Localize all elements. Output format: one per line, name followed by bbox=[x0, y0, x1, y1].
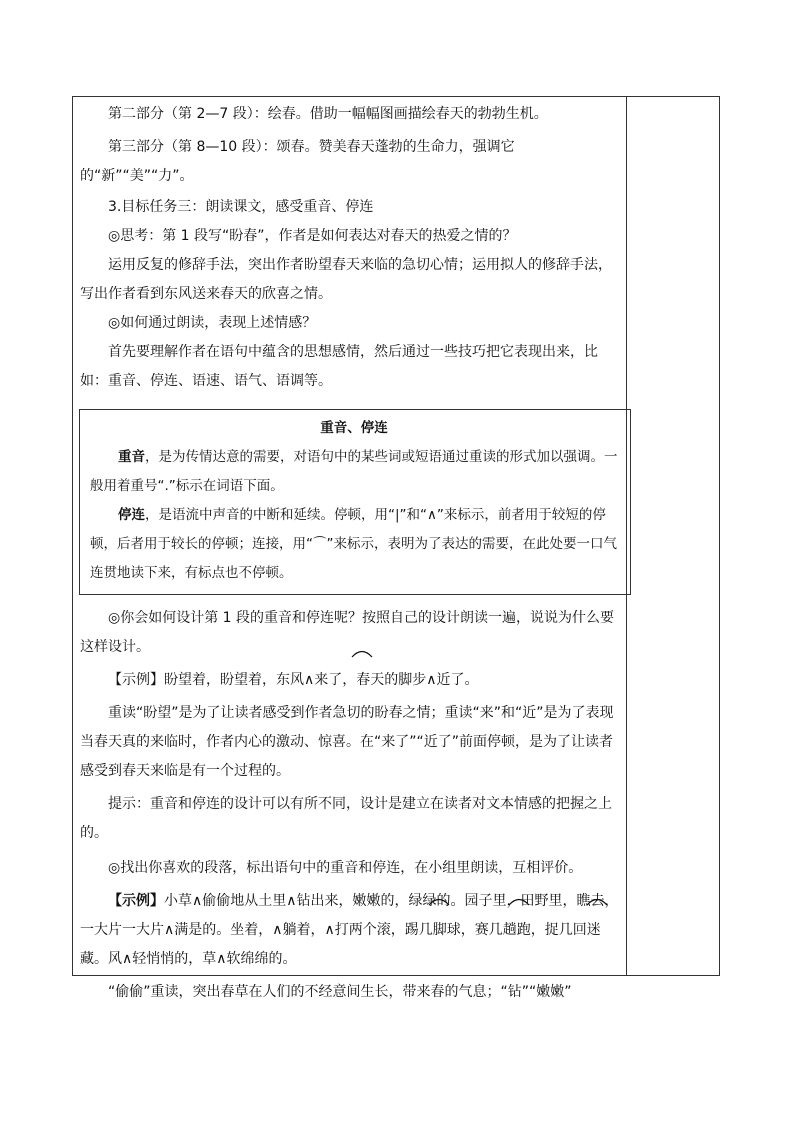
example1-text: 【示例】盼望着，盼望着，东风∧来了，春天的脚步∧近了。 bbox=[108, 672, 479, 688]
tip-text: 提示：重音和停连的设计可以有所不同，设计是建立在读者对文本情感的把握之上的。 bbox=[80, 796, 612, 841]
question1-text: ◎你会如何设计第 1 段的重音和停连呢？按照自己的设计朗读一遍，说说为什么要这样设计。 bbox=[80, 610, 615, 655]
liaison-arc-icon bbox=[508, 896, 530, 906]
definition-box bbox=[79, 409, 631, 595]
answer1-text: 运用反复的修辞手法，突出作者盼望春天来临的急切心情；运用拟人的修辞手法，写出作者看到东风送来春天的欣喜之情。 bbox=[80, 257, 612, 302]
upper-content bbox=[80, 100, 620, 396]
tinglian-term: 停连 bbox=[118, 507, 145, 523]
zhongyin-term: 重音 bbox=[118, 449, 145, 465]
part3-text: 第三部分（第 8—10 段）：颂春。赞美春天蓬勃的生命力，强调它的“新”“美”“力”。 bbox=[80, 139, 515, 184]
explain2-text: “偷偷”重读，突出春草在人们的不经意间生长，带来春的气息；“钻”“嫩嫩” bbox=[108, 984, 572, 1000]
liaison-arc-icon bbox=[351, 648, 373, 658]
question2-text: ◎找出你喜欢的段落，标出语句中的重音和停连，在小组里朗读，互相评价。 bbox=[108, 860, 583, 876]
example2-tag: 【示例】 bbox=[108, 893, 164, 909]
example2-paragraph bbox=[80, 887, 620, 974]
zhongyin-def: ，是为传情达意的需要，对语句中的某些词或短语通过重读的形式加以强调。一般用着重号“.”标示在词语下面。 bbox=[90, 449, 618, 494]
liaison-arc-icon bbox=[586, 896, 608, 906]
think-question: ◎思考：第 1 段写“盼春”，作者是如何表达对春天的热爱之情的？ bbox=[108, 228, 517, 244]
box-title: 重音、停连 bbox=[320, 420, 388, 436]
task3-heading: 3.目标任务三：朗读课文，感受重音、停连 bbox=[108, 199, 374, 215]
explain1-text: 重读“盼望”是为了让读者感受到作者急切的盼春之情；重读“来”和“近”是为了表现当春天真的来临时，作者内心的激动、惊喜。在“来了”“近了”前面停顿，是为了让读者感受到春天来临是有一个过程的。 bbox=[80, 705, 614, 779]
example2-text: 小草∧偷偷地从土里∧钻出来，嫩嫩的，绿绿的。园子里，田野里，瞧去，一大片一大片∧满是的。坐着，∧躺着，∧打两个滚，踢几脚球，赛几趟跑，捉几回迷藏。风∧轻悄悄的，草∧软绵绵的。 bbox=[80, 893, 619, 967]
answer2-text: 首先要理解作者在语句中蕴含的思想感情，然后通过一些技巧把它表现出来，比如：重音、停连、语速、语气、语调等。 bbox=[80, 344, 598, 389]
zhongyin-definition bbox=[90, 443, 618, 501]
tinglian-def: ，是语流中声音的中断和延续。停顿，用“|”和“∧”来标示，前者用于较短的停顿，后者用于较长的停顿；连接，用“⌒”来标示，表明为了表达的需要，在此处要一口气连贯地读下来，有标点也不停顿。 bbox=[90, 507, 617, 581]
part2-text: 第二部分（第 2—7 段）：绘春。借助一幅幅图画描绘春天的勃勃生机。 bbox=[108, 106, 548, 122]
lower-content bbox=[80, 604, 620, 1007]
how-question: ◎如何通过朗读，表现上述情感？ bbox=[108, 315, 317, 331]
tinglian-definition bbox=[90, 501, 618, 588]
liaison-arc-icon bbox=[428, 896, 450, 906]
